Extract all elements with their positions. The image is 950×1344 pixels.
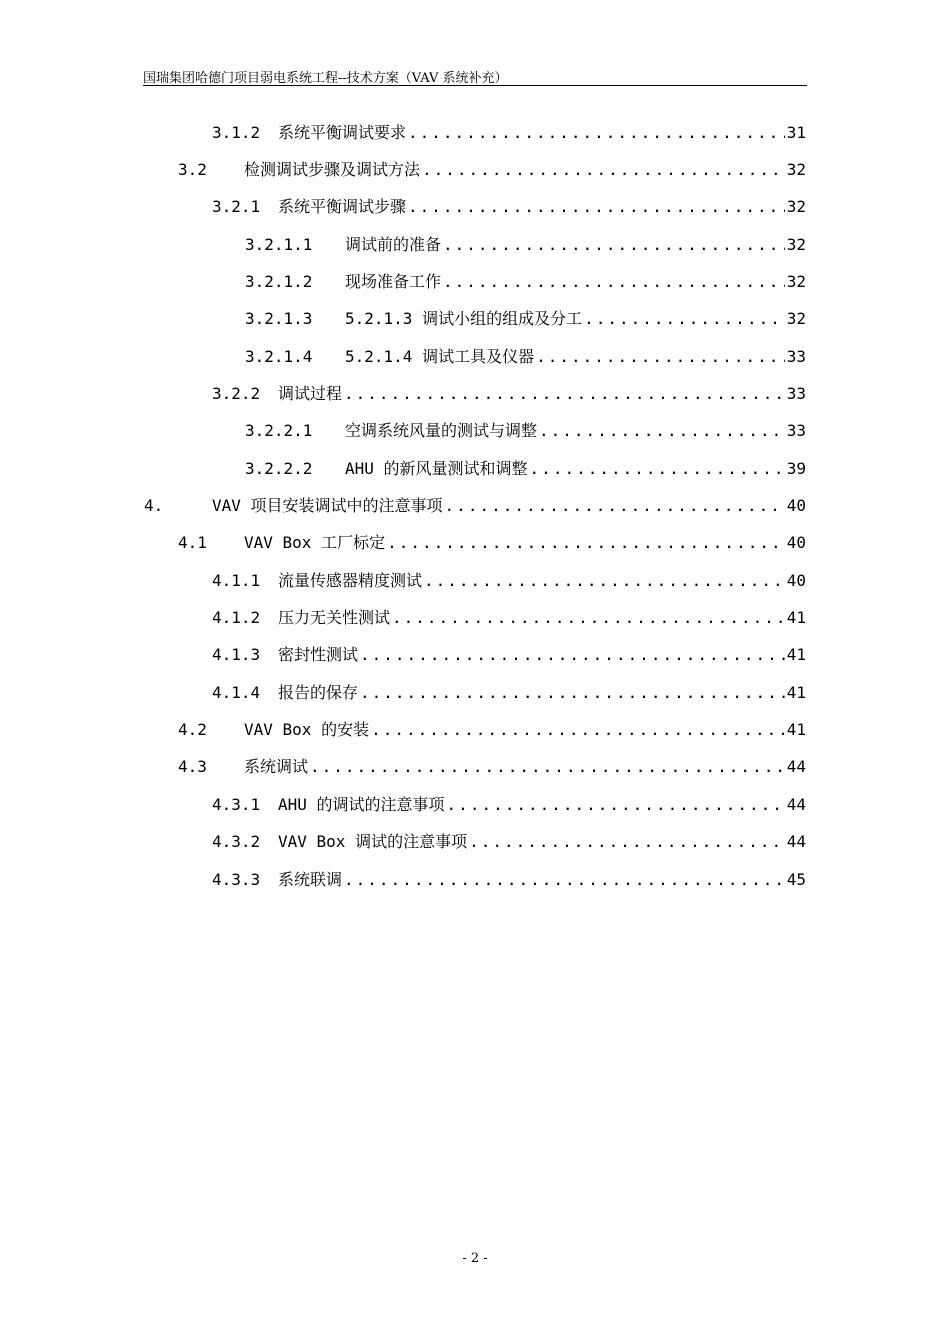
toc-entry-number: 4.1.4	[212, 683, 261, 702]
toc-entry-number: 4.3.1	[212, 795, 261, 814]
toc-entry[interactable]	[212, 379, 806, 409]
toc-entry-page: 45	[786, 870, 806, 889]
toc-entry-page: 41	[786, 683, 806, 702]
toc-leader-dots	[443, 230, 785, 260]
toc-entry-number: 3.2	[178, 160, 207, 179]
toc-entry-number: 3.2.1.3	[245, 309, 313, 328]
toc-entry[interactable]	[245, 416, 806, 446]
toc-entry[interactable]	[245, 230, 806, 260]
header-divider	[143, 85, 807, 86]
toc-leader-dots	[387, 528, 785, 558]
toc-entry-number: 4.1	[178, 533, 207, 552]
toc-entry-title: 5.2.1.3 调试小组的组成及分工	[345, 309, 583, 328]
toc-entry-page: 32	[786, 235, 806, 254]
toc-entry[interactable]	[178, 715, 806, 745]
toc-entry[interactable]	[212, 192, 806, 222]
toc-leader-dots	[530, 454, 785, 484]
toc-entry-page: 40	[786, 533, 806, 552]
toc-entry[interactable]	[212, 790, 806, 820]
toc-entry-title: 系统平衡调试要求	[278, 123, 407, 142]
toc-entry-title: VAV Box 的安装	[244, 720, 370, 739]
toc-leader-dots	[469, 827, 785, 857]
toc-leader-dots	[539, 416, 785, 446]
toc-leader-dots	[447, 790, 785, 820]
toc-entry-number: 3.2.2	[212, 384, 261, 403]
toc-leader-dots	[360, 640, 785, 670]
toc-entry-number: 3.1.2	[212, 123, 261, 142]
toc-entry-title: 调试前的准备	[345, 235, 442, 254]
toc-entry-number: 4.1.1	[212, 571, 261, 590]
toc-leader-dots	[344, 865, 785, 895]
toc-entry-page: 41	[786, 645, 806, 664]
toc-entry-page: 40	[786, 496, 806, 515]
toc-entry-number: 3.2.1.2	[245, 272, 313, 291]
toc-entry[interactable]	[212, 118, 806, 148]
toc-leader-dots	[408, 118, 785, 148]
toc-leader-dots	[584, 304, 785, 334]
toc-leader-dots	[392, 603, 785, 633]
toc-entry-page: 40	[786, 571, 806, 590]
toc-entry-number: 3.2.2.1	[245, 421, 313, 440]
toc-entry-title: VAV 项目安装调试中的注意事项	[212, 496, 443, 515]
toc-entry-title: 报告的保存	[278, 683, 359, 702]
toc-entry-title: 调试过程	[278, 384, 343, 403]
toc-leader-dots	[360, 678, 785, 708]
toc-entry-page: 44	[786, 757, 806, 776]
toc-entry[interactable]	[245, 267, 806, 297]
toc-entry-number: 4.1.2	[212, 608, 261, 627]
toc-leader-dots	[344, 379, 785, 409]
toc-entry-page: 44	[786, 832, 806, 851]
toc-entry[interactable]	[245, 304, 806, 334]
toc-leader-dots	[310, 752, 785, 782]
toc-leader-dots	[371, 715, 785, 745]
toc-entry-title: 现场准备工作	[345, 272, 442, 291]
toc-entry-number: 4.1.3	[212, 645, 261, 664]
toc-entry[interactable]	[178, 752, 806, 782]
toc-entry-title: 检测调试步骤及调试方法	[244, 160, 421, 179]
toc-entry-number: 4.	[144, 496, 164, 515]
toc-entry[interactable]	[245, 454, 806, 484]
toc-leader-dots	[445, 491, 785, 521]
toc-entry-title: 系统平衡调试步骤	[278, 197, 407, 216]
toc-leader-dots	[443, 267, 785, 297]
toc-entry-title: 密封性测试	[278, 645, 359, 664]
toc-entry-page: 41	[786, 608, 806, 627]
toc-entry-page: 31	[786, 123, 806, 142]
toc-entry-number: 4.3.2	[212, 832, 261, 851]
toc-entry-number: 3.2.1.4	[245, 347, 313, 366]
toc-entry-title: 系统联调	[278, 870, 343, 889]
toc-entry[interactable]	[178, 528, 806, 558]
toc-entry-number: 4.3	[178, 757, 207, 776]
toc-entry-title: VAV Box 工厂标定	[244, 533, 386, 552]
toc-leader-dots	[424, 566, 785, 596]
toc-entry-title: VAV Box 调试的注意事项	[278, 832, 468, 851]
toc-entry[interactable]	[245, 342, 806, 372]
toc-entry-title: AHU 的新风量测试和调整	[345, 459, 528, 478]
toc-entry[interactable]	[212, 566, 806, 596]
toc-entry-title: 流量传感器精度测试	[278, 571, 423, 590]
toc-entry-number: 4.3.3	[212, 870, 261, 889]
toc-entry-page: 33	[786, 384, 806, 403]
toc-entry[interactable]	[212, 827, 806, 857]
toc-leader-dots	[408, 192, 785, 222]
toc-entry[interactable]	[212, 678, 806, 708]
toc-leader-dots	[422, 155, 785, 185]
toc-entry-page: 32	[786, 197, 806, 216]
toc-entry-page: 41	[786, 720, 806, 739]
toc-entry-title: 空调系统风量的测试与调整	[345, 421, 538, 440]
toc-entry-page: 33	[786, 421, 806, 440]
toc-entry[interactable]	[144, 491, 806, 521]
toc-entry[interactable]	[212, 640, 806, 670]
toc-entry[interactable]	[212, 865, 806, 895]
toc-entry-number: 3.2.1.1	[245, 235, 313, 254]
page-header: 国瑞集团哈德门项目弱电系统工程--技术方案（VAV 系统补充）	[143, 71, 508, 86]
toc-entry-page: 32	[786, 272, 806, 291]
toc-entry-title: 压力无关性测试	[278, 608, 391, 627]
toc-entry[interactable]	[178, 155, 806, 185]
toc-entry-number: 4.2	[178, 720, 207, 739]
toc-entry-page: 33	[786, 347, 806, 366]
toc-entry-number: 3.2.2.2	[245, 459, 313, 478]
toc-entry-title: 系统调试	[244, 757, 309, 776]
toc-entry-title: AHU 的调试的注意事项	[278, 795, 445, 814]
toc-entry-page: 39	[786, 459, 806, 478]
toc-entry-page: 32	[786, 309, 806, 328]
toc-leader-dots	[536, 342, 785, 372]
toc-entry[interactable]	[212, 603, 806, 633]
toc-entry-number: 3.2.1	[212, 197, 261, 216]
toc-entry-title: 5.2.1.4 调试工具及仪器	[345, 347, 535, 366]
page-number: - 2 -	[462, 1251, 488, 1266]
toc-entry-page: 44	[786, 795, 806, 814]
toc-entry-page: 32	[786, 160, 806, 179]
